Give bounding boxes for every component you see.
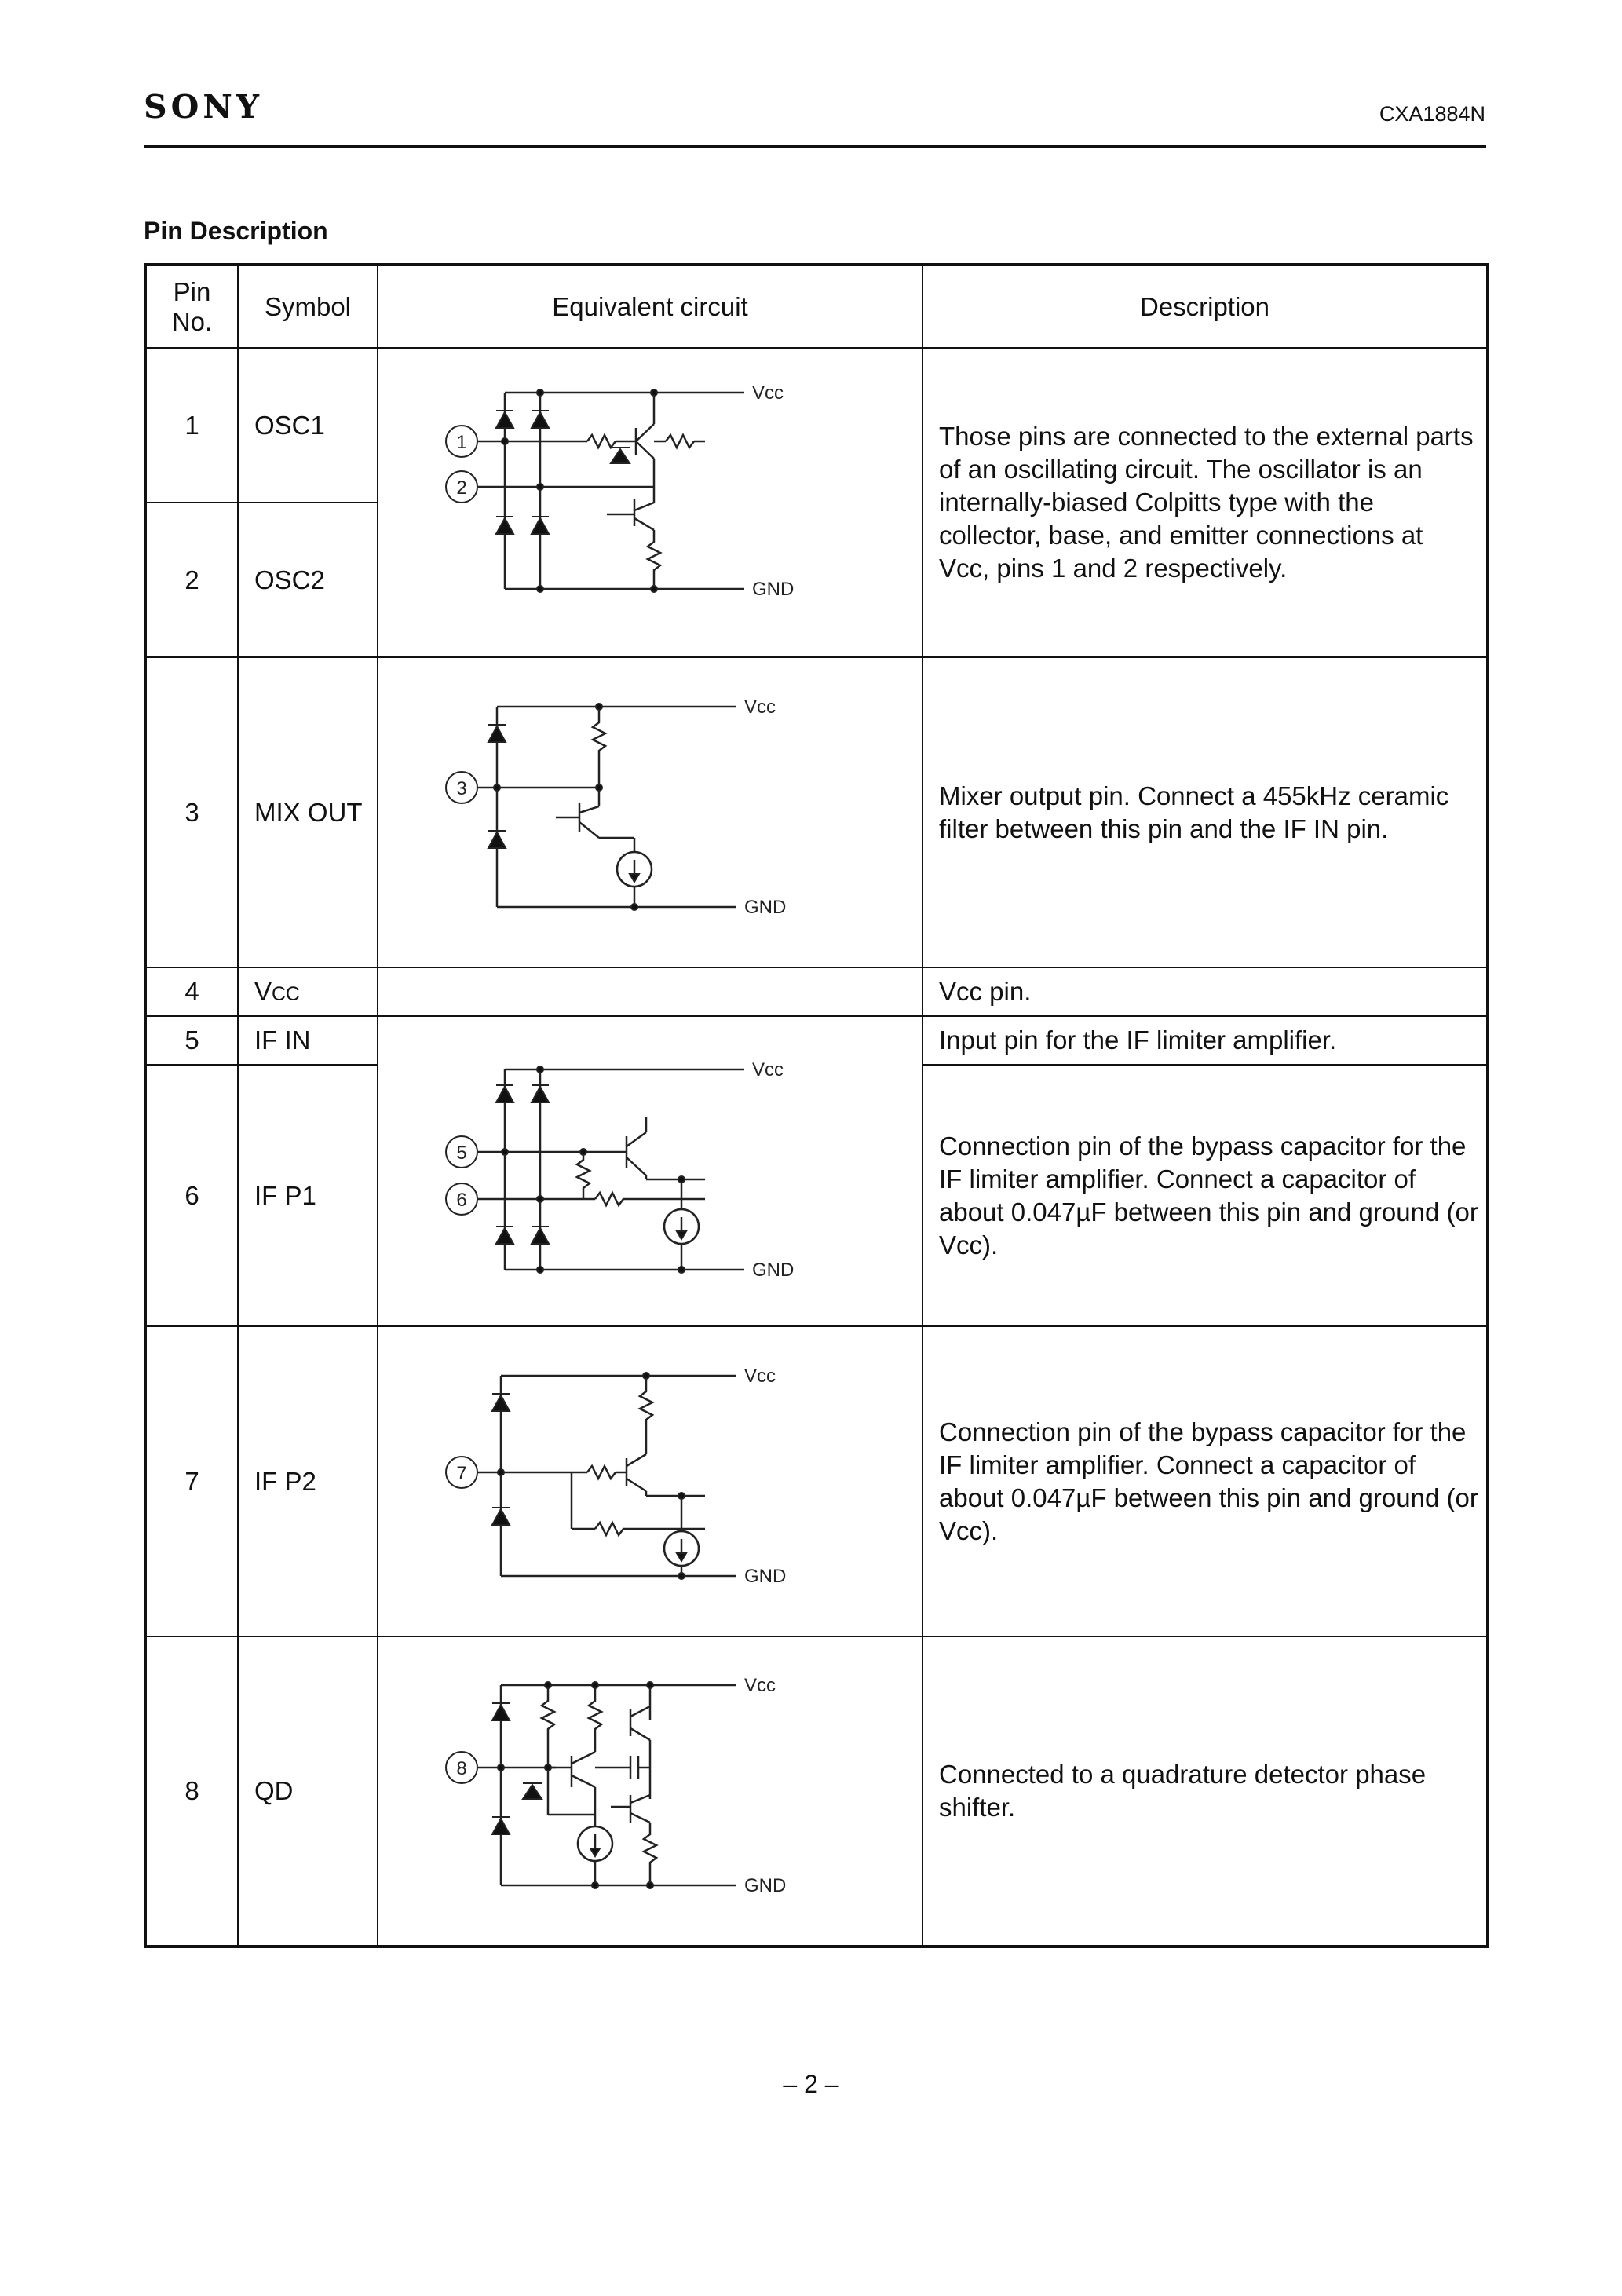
mix-out-circuit-diagram bbox=[430, 671, 870, 954]
svg-text:GND: GND bbox=[752, 579, 795, 600]
table-row bbox=[145, 1326, 1488, 1636]
pin-number: 3 bbox=[145, 657, 238, 967]
description-if-p1: Connection pin of the bypass capacitor for the IF limiter amplifier. Connect a capacitor of about 0.047µF between this pin and ground (or Vcc). bbox=[922, 1065, 1488, 1326]
pin-description-table bbox=[144, 263, 1489, 1948]
table-row bbox=[145, 1016, 1488, 1065]
col-pin-no: Pin No. bbox=[145, 265, 238, 348]
svg-text:GND: GND bbox=[744, 896, 787, 918]
table-row bbox=[145, 657, 1488, 967]
svg-text:1: 1 bbox=[456, 432, 467, 453]
pin-number: 5 bbox=[145, 1016, 238, 1065]
svg-text:5: 5 bbox=[456, 1142, 467, 1164]
pin-symbol: IF IN bbox=[238, 1016, 378, 1065]
pin-number: 8 bbox=[145, 1636, 238, 1947]
table-row bbox=[145, 348, 1488, 503]
pin-number: 4 bbox=[145, 967, 238, 1016]
circuit-qd bbox=[378, 1636, 922, 1947]
part-number: CXA1884N bbox=[1379, 102, 1485, 126]
pin-symbol: OSC2 bbox=[238, 503, 378, 657]
svg-text:3: 3 bbox=[456, 777, 467, 799]
col-symbol: Symbol bbox=[238, 265, 378, 348]
if-p2-circuit-diagram bbox=[430, 1340, 870, 1623]
pin-symbol: QD bbox=[238, 1636, 378, 1947]
table-row bbox=[145, 967, 1488, 1016]
qd-circuit-diagram bbox=[430, 1650, 870, 1932]
svg-text:Vcc: Vcc bbox=[744, 696, 776, 718]
circuit-empty bbox=[378, 967, 922, 1016]
svg-text:GND: GND bbox=[752, 1259, 795, 1281]
svg-text:GND: GND bbox=[744, 1875, 787, 1896]
circuit-osc bbox=[378, 348, 922, 657]
pin-symbol: OSC1 bbox=[238, 348, 378, 503]
svg-text:Vcc: Vcc bbox=[752, 1058, 784, 1080]
if-in-circuit-diagram bbox=[430, 1046, 870, 1297]
col-description: Description bbox=[922, 265, 1488, 348]
svg-text:7: 7 bbox=[456, 1462, 467, 1484]
description-if-in: Input pin for the IF limiter amplifier. bbox=[922, 1016, 1488, 1065]
circuit-if-p2 bbox=[378, 1326, 922, 1636]
circuit-mix-out bbox=[378, 657, 922, 967]
pin-number: 2 bbox=[145, 503, 238, 657]
description-osc: Those pins are connected to the external parts of an oscillating circuit. The oscillator is an internally-biased Colpitts type with the collector, base, and emitter connections at Vcc, pins 1 and 2 respectively. bbox=[922, 348, 1488, 657]
pin-symbol: IF P2 bbox=[238, 1326, 378, 1636]
page-number: – 2 – bbox=[783, 2070, 839, 2098]
pin-symbol: IF P1 bbox=[238, 1065, 378, 1326]
pin-number: 7 bbox=[145, 1326, 238, 1636]
pin-symbol: MIX OUT bbox=[238, 657, 378, 967]
circuit-if-in bbox=[378, 1016, 922, 1326]
sony-logo: SONY bbox=[144, 88, 264, 126]
table-header-row bbox=[145, 265, 1488, 348]
table-row bbox=[145, 1636, 1488, 1947]
pin-symbol: VCC bbox=[238, 967, 378, 1016]
svg-text:Vcc: Vcc bbox=[744, 1365, 776, 1387]
svg-text:Vcc: Vcc bbox=[744, 1675, 776, 1696]
col-circuit: Equivalent circuit bbox=[378, 265, 922, 348]
svg-text:2: 2 bbox=[456, 477, 467, 499]
description-if-p2: Connection pin of the bypass capacitor for the IF limiter amplifier. Connect a capacitor of about 0.047µF between this pin and ground (or Vcc). bbox=[922, 1326, 1488, 1636]
svg-text:Vcc: Vcc bbox=[752, 382, 784, 404]
section-title: Pin Description bbox=[144, 217, 328, 245]
header-rule bbox=[144, 145, 1486, 148]
description-qd: Connected to a quadrature detector phase shifter. bbox=[922, 1636, 1488, 1947]
pin-number: 1 bbox=[145, 348, 238, 503]
svg-text:GND: GND bbox=[744, 1565, 787, 1587]
pin-number: 6 bbox=[145, 1065, 238, 1326]
svg-text:8: 8 bbox=[456, 1758, 467, 1779]
description-vcc: Vcc pin. bbox=[922, 967, 1488, 1016]
description-mix-out: Mixer output pin. Connect a 455kHz ceramic filter between this pin and the IF IN pin. bbox=[922, 657, 1488, 967]
svg-text:6: 6 bbox=[456, 1189, 467, 1211]
osc-circuit-diagram bbox=[430, 353, 870, 652]
